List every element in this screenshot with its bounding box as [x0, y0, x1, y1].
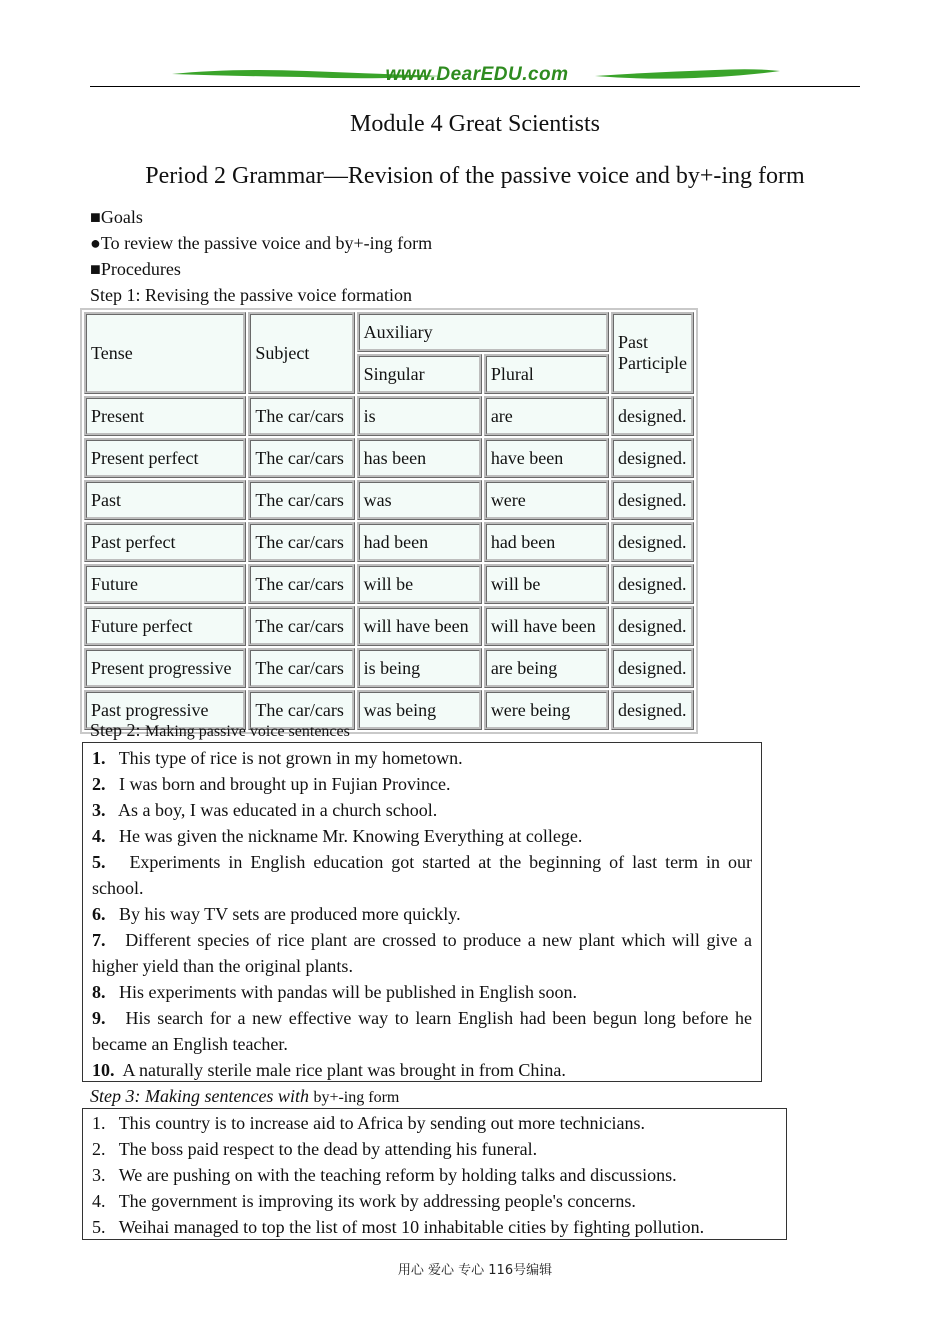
cell-subject: The car/cars — [248, 522, 354, 562]
cell-participle: designed. — [611, 606, 694, 646]
list-item: 4. He was given the nickname Mr. Knowing Everything at college. — [92, 826, 583, 846]
cell-participle: designed. — [611, 438, 694, 478]
list-item: 3. As a boy, I was educated in a church school. — [92, 800, 438, 820]
cell-participle: designed. — [611, 564, 694, 604]
list-item: 7. Different species of rice plant are crossed to produce a new plant which will give a higher yield than the original plants. — [92, 930, 753, 976]
table-row — [84, 522, 694, 562]
header-rule — [90, 86, 860, 87]
cell-participle: designed. — [611, 690, 694, 730]
step2-heading — [90, 718, 350, 744]
cell-tense: Past — [84, 480, 246, 520]
list-item: 8. His experiments with pandas will be published in English soon. — [92, 982, 577, 1002]
list-item: 10. A naturally sterile male rice plant was brought in from China. — [92, 1060, 566, 1080]
cell-singular: is being — [357, 648, 482, 688]
cell-singular: will be — [357, 564, 482, 604]
cell-tense: Present — [84, 396, 246, 436]
list-item: 1. This country is to increase aid to Africa by sending out more technicians. — [92, 1113, 646, 1133]
header-past: Past — [618, 332, 649, 352]
list-item: 1. This type of rice is not grown in my hometown. — [92, 748, 463, 768]
goal-item: ●To review the passive voice and by+-ing form — [90, 233, 433, 253]
cell-plural: will be — [484, 564, 609, 604]
green-swoosh-right — [595, 68, 780, 80]
step1-heading: Step 1: Revising the passive voice formation — [90, 285, 412, 305]
period-title: Period 2 Grammar—Revision of the passive voice and by+-ing form — [145, 163, 805, 189]
step2-box — [82, 742, 762, 1082]
header-subject: Subject — [248, 312, 354, 394]
cell-participle: designed. — [611, 480, 694, 520]
list-item: 9. His search for a new effective way to learn English had been begun long before he became an English teacher. — [92, 1008, 752, 1054]
step2-label: Step 2: — [90, 720, 146, 740]
step3-label: Step 3: Making sentences with — [90, 1086, 314, 1106]
cell-singular: has been — [357, 438, 482, 478]
cell-subject: The car/cars — [248, 690, 354, 730]
cell-plural: have been — [484, 438, 609, 478]
list-item: 3. We are pushing on with the teaching reform by holding talks and discussions. — [92, 1165, 677, 1185]
cell-singular: will have been — [357, 606, 482, 646]
site-header — [90, 62, 860, 90]
cell-participle: designed. — [611, 648, 694, 688]
cell-plural: are — [484, 396, 609, 436]
cell-tense: Present progressive — [84, 648, 246, 688]
cell-plural: had been — [484, 522, 609, 562]
step3-box — [82, 1108, 787, 1240]
cell-subject: The car/cars — [248, 480, 354, 520]
cell-singular: had been — [357, 522, 482, 562]
table-row — [84, 438, 694, 478]
cell-subject: The car/cars — [248, 606, 354, 646]
cell-participle: designed. — [611, 522, 694, 562]
header-tense: Tense — [84, 312, 246, 394]
procedures-heading: ■Procedures — [90, 259, 181, 279]
cell-plural: are being — [484, 648, 609, 688]
header-plural: Plural — [484, 354, 609, 394]
passive-voice-table — [80, 308, 698, 734]
table-row — [84, 396, 694, 436]
list-item: 5. Experiments in English education got started at the beginning of last term in our school. — [92, 852, 753, 898]
list-item: 2. The boss paid respect to the dead by attending his funeral. — [92, 1139, 538, 1159]
cell-subject: The car/cars — [248, 438, 354, 478]
cell-subject: The car/cars — [248, 648, 354, 688]
step3-heading — [90, 1084, 399, 1110]
cell-tense: Future perfect — [84, 606, 246, 646]
cell-tense: Past perfect — [84, 522, 246, 562]
list-item: 5. Weihai managed to top the list of most 10 inhabitable cities by fighting pollution. — [92, 1217, 705, 1237]
table-row — [84, 564, 694, 604]
cell-tense: Future — [84, 564, 246, 604]
site-logo-text: www.DearEDU.com — [385, 64, 569, 85]
cell-subject: The car/cars — [248, 396, 354, 436]
list-item: 6. By his way TV sets are produced more quickly. — [92, 904, 461, 924]
cell-singular: was — [357, 480, 482, 520]
table-row — [84, 480, 694, 520]
goals-heading: ■Goals — [90, 207, 143, 227]
cell-tense: Past progressive — [84, 690, 246, 730]
list-item: 2. I was born and brought up in Fujian Province. — [92, 774, 451, 794]
header-participle: Participle — [618, 353, 687, 373]
cell-singular: is — [357, 396, 482, 436]
cell-tense: Present perfect — [84, 438, 246, 478]
cell-participle: designed. — [611, 396, 694, 436]
list-item: 4. The government is improving its work by addressing people's concerns. — [92, 1191, 636, 1211]
step3-label-rest: by+-ing form — [313, 1089, 400, 1106]
table-row — [84, 606, 694, 646]
cell-singular: was being — [357, 690, 482, 730]
header-singular: Singular — [357, 354, 482, 394]
header-auxiliary: Auxiliary — [357, 312, 609, 352]
module-title: Module 4 Great Scientists — [350, 111, 600, 137]
step2-label-rest: Making passive voice sentences — [145, 723, 350, 740]
page-footer: 用心 爱心 专心 116号编辑 — [397, 1263, 553, 1278]
cell-plural: will have been — [484, 606, 609, 646]
header-past-participle — [611, 312, 694, 394]
cell-subject: The car/cars — [248, 564, 354, 604]
table-row — [84, 648, 694, 688]
cell-plural: were — [484, 480, 609, 520]
table-header-row — [84, 312, 694, 352]
cell-plural: were being — [484, 690, 609, 730]
